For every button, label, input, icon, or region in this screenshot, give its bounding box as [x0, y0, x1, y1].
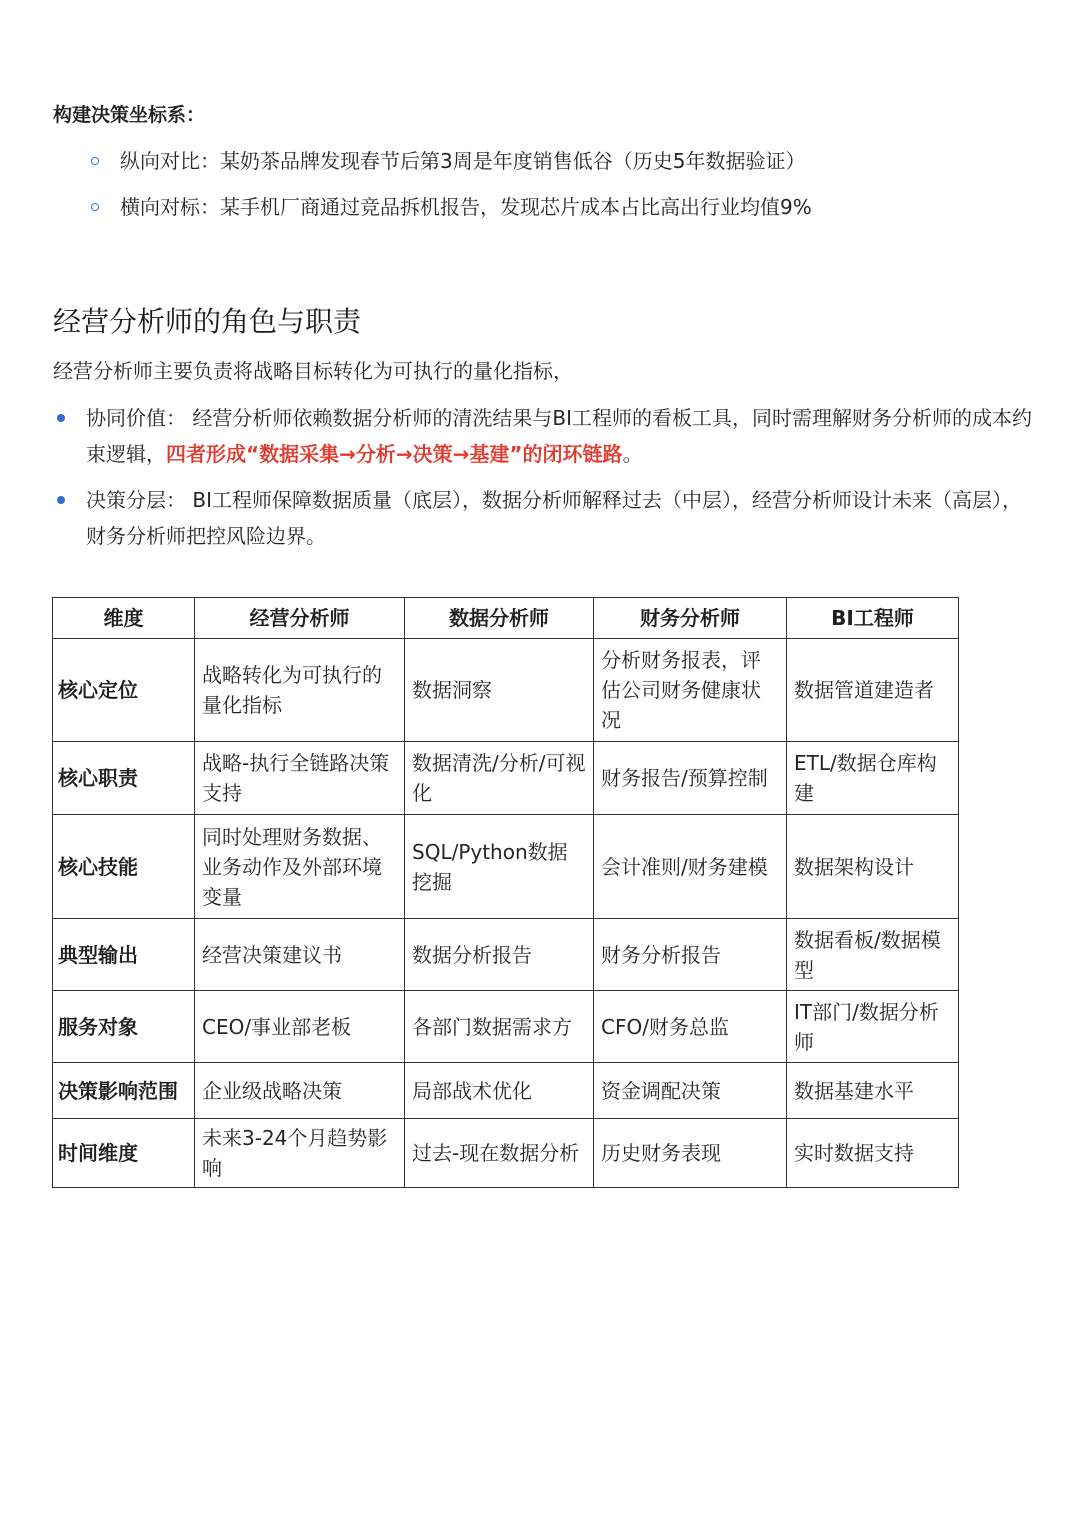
column-header: 财务分析师: [594, 598, 787, 639]
table-cell: CFO/财务总监: [594, 991, 787, 1063]
table-cell: 财务分析报告: [594, 919, 787, 991]
coord-list: [88, 145, 812, 237]
table-cell: 财务报告/预算控制: [594, 742, 787, 815]
list-item-text: 纵向对比：某奶茶品牌发现春节后第3周是年度销售低谷（历史5年数据验证）: [120, 149, 806, 173]
list-item: [53, 400, 1038, 472]
bullet-dot-icon: [57, 414, 65, 422]
column-header: 数据分析师: [405, 598, 594, 639]
table-cell: 会计准则/财务建模: [594, 815, 787, 919]
row-header: 核心技能: [53, 815, 195, 919]
intro-paragraph: 经营分析师主要负责将战略目标转化为可执行的量化指标，: [53, 359, 573, 383]
table-cell: 实时数据支持: [787, 1119, 959, 1188]
bullet-text: 协同价值： 经营分析师依赖数据分析师的清洗结果与BI工程师的看板工具，同时需理解财务分析师的成本约束逻辑，: [86, 406, 1032, 466]
hollow-bullet-icon: [91, 203, 99, 211]
table-row: [53, 991, 959, 1063]
table-cell: 数据清洗/分析/可视化: [405, 742, 594, 815]
row-header: 服务对象: [53, 991, 195, 1063]
table-cell: 经营决策建议书: [195, 919, 405, 991]
table-cell: 数据架构设计: [787, 815, 959, 919]
table-cell: 企业级战略决策: [195, 1063, 405, 1119]
row-header: 典型输出: [53, 919, 195, 991]
table-row: [53, 1063, 959, 1119]
table-cell: 数据分析报告: [405, 919, 594, 991]
coord-title: 构建决策坐标系：: [53, 104, 206, 126]
table-cell: 同时处理财务数据、业务动作及外部环境变量: [195, 815, 405, 919]
table-cell: 数据管道建造者: [787, 639, 959, 742]
table-cell: 过去-现在数据分析: [405, 1119, 594, 1188]
table-cell: 分析财务报表，评估公司财务健康状况: [594, 639, 787, 742]
table-row: [53, 639, 959, 742]
bullet-text: 决策分层： BI工程师保障数据质量（底层），数据分析师解释过去（中层），经营分析师设计未来（高层），财务分析师把控风险边界。: [86, 488, 1022, 548]
table-cell: 数据基建水平: [787, 1063, 959, 1119]
table-cell: CEO/事业部老板: [195, 991, 405, 1063]
table-cell: 数据看板/数据模型: [787, 919, 959, 991]
bullet-tail: 。: [622, 442, 643, 466]
section-heading: 经营分析师的角色与职责: [53, 305, 362, 338]
list-item: [53, 482, 1038, 554]
row-header: 时间维度: [53, 1119, 195, 1188]
highlight-text: 四者形成“数据采集→分析→决策→基建”的闭环链路: [166, 442, 623, 466]
list-item: [88, 145, 812, 191]
table-row: [53, 815, 959, 919]
list-item: [88, 191, 812, 237]
role-comparison-table: [52, 597, 959, 1188]
table-cell: 未来3-24个月趋势影响: [195, 1119, 405, 1188]
table-cell: IT部门/数据分析师: [787, 991, 959, 1063]
table-cell: 历史财务表现: [594, 1119, 787, 1188]
column-header: 维度: [53, 598, 195, 639]
table-row: [53, 742, 959, 815]
table-row: [53, 1119, 959, 1188]
row-header: 决策影响范围: [53, 1063, 195, 1119]
table-cell: SQL/Python数据挖掘: [405, 815, 594, 919]
table-cell: 各部门数据需求方: [405, 991, 594, 1063]
table-header-row: [53, 598, 959, 639]
hollow-bullet-icon: [91, 157, 99, 165]
table-row: [53, 919, 959, 991]
bullet-list: [53, 400, 1038, 564]
list-item-text: 横向对标：某手机厂商通过竞品拆机报告，发现芯片成本占比高出行业均值9%: [120, 195, 812, 219]
table-cell: ETL/数据仓库构建: [787, 742, 959, 815]
column-header: 经营分析师: [195, 598, 405, 639]
table-cell: 资金调配决策: [594, 1063, 787, 1119]
table-cell: 战略转化为可执行的量化指标: [195, 639, 405, 742]
table-cell: 战略-执行全链路决策支持: [195, 742, 405, 815]
bullet-dot-icon: [57, 496, 65, 504]
column-header: BI工程师: [787, 598, 959, 639]
table-cell: 数据洞察: [405, 639, 594, 742]
row-header: 核心职责: [53, 742, 195, 815]
row-header: 核心定位: [53, 639, 195, 742]
table-cell: 局部战术优化: [405, 1063, 594, 1119]
